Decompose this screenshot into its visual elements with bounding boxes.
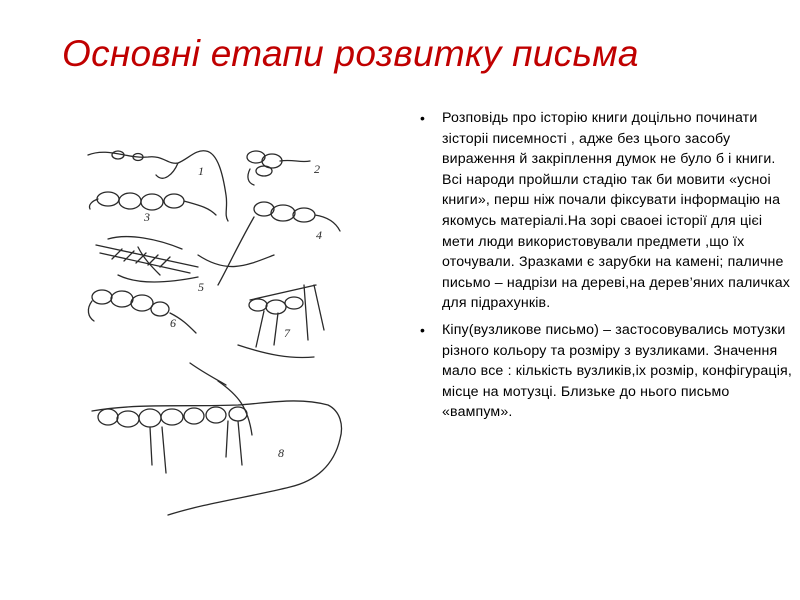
knot-writing-illustration (78, 135, 353, 530)
quipu-figure-8 (92, 363, 342, 515)
figure-number: 3 (144, 210, 150, 224)
bullet-item (420, 320, 798, 423)
figure-number: 4 (316, 228, 322, 242)
bullet-text: Кіпу(вузликове письмо) – застосовувались мотузки різного кольору та розміру з вузликами. Значення мало все : кількість вузликів,іх розмір, конфігурація, місце на мотузці. Близьке до нього письмо «вампум». (442, 321, 792, 421)
slide-title: Основні етапи розвитку письма (62, 33, 639, 74)
bullet-text: Розповідь про історію книги доцільно починати зісторіі писемності , адже без цього засобу вираження й закріплення думок не було б і книги. Всі народи пройшли стадію так би мовити «усноі книги», перш ніж почали фіксувати інформацію на якомусь матеріалі.На зорі сваоеі історії для цієі мети люди використовували предмети ,що їх оточували. Зразками є зарубки на камені; паличне письмо – надрізи на дереві,на дерев’яних паличках для підрахунків. (442, 110, 790, 312)
knot-string-figure-1 (88, 151, 228, 221)
feather-object (96, 237, 198, 275)
figure-number: 2 (314, 162, 320, 176)
figure-number: 8 (278, 446, 284, 460)
figure-number: 6 (170, 316, 176, 330)
bullet-marker: • (420, 110, 426, 126)
figure-number: 7 (284, 326, 290, 340)
figure-number: 5 (198, 280, 204, 294)
figure-number: 1 (198, 164, 204, 178)
bullet-item (420, 108, 798, 314)
knot-cluster-figure-6 (88, 290, 196, 333)
cord-figure-5 (118, 255, 274, 282)
knot-rope-figure-3 (89, 192, 216, 215)
bullet-list (420, 108, 798, 429)
knot-bundle-figure-2 (247, 151, 310, 185)
bullet-marker: • (420, 321, 426, 338)
quipu-figure-7 (238, 285, 324, 358)
knot-bundle-figure-4 (218, 202, 340, 285)
